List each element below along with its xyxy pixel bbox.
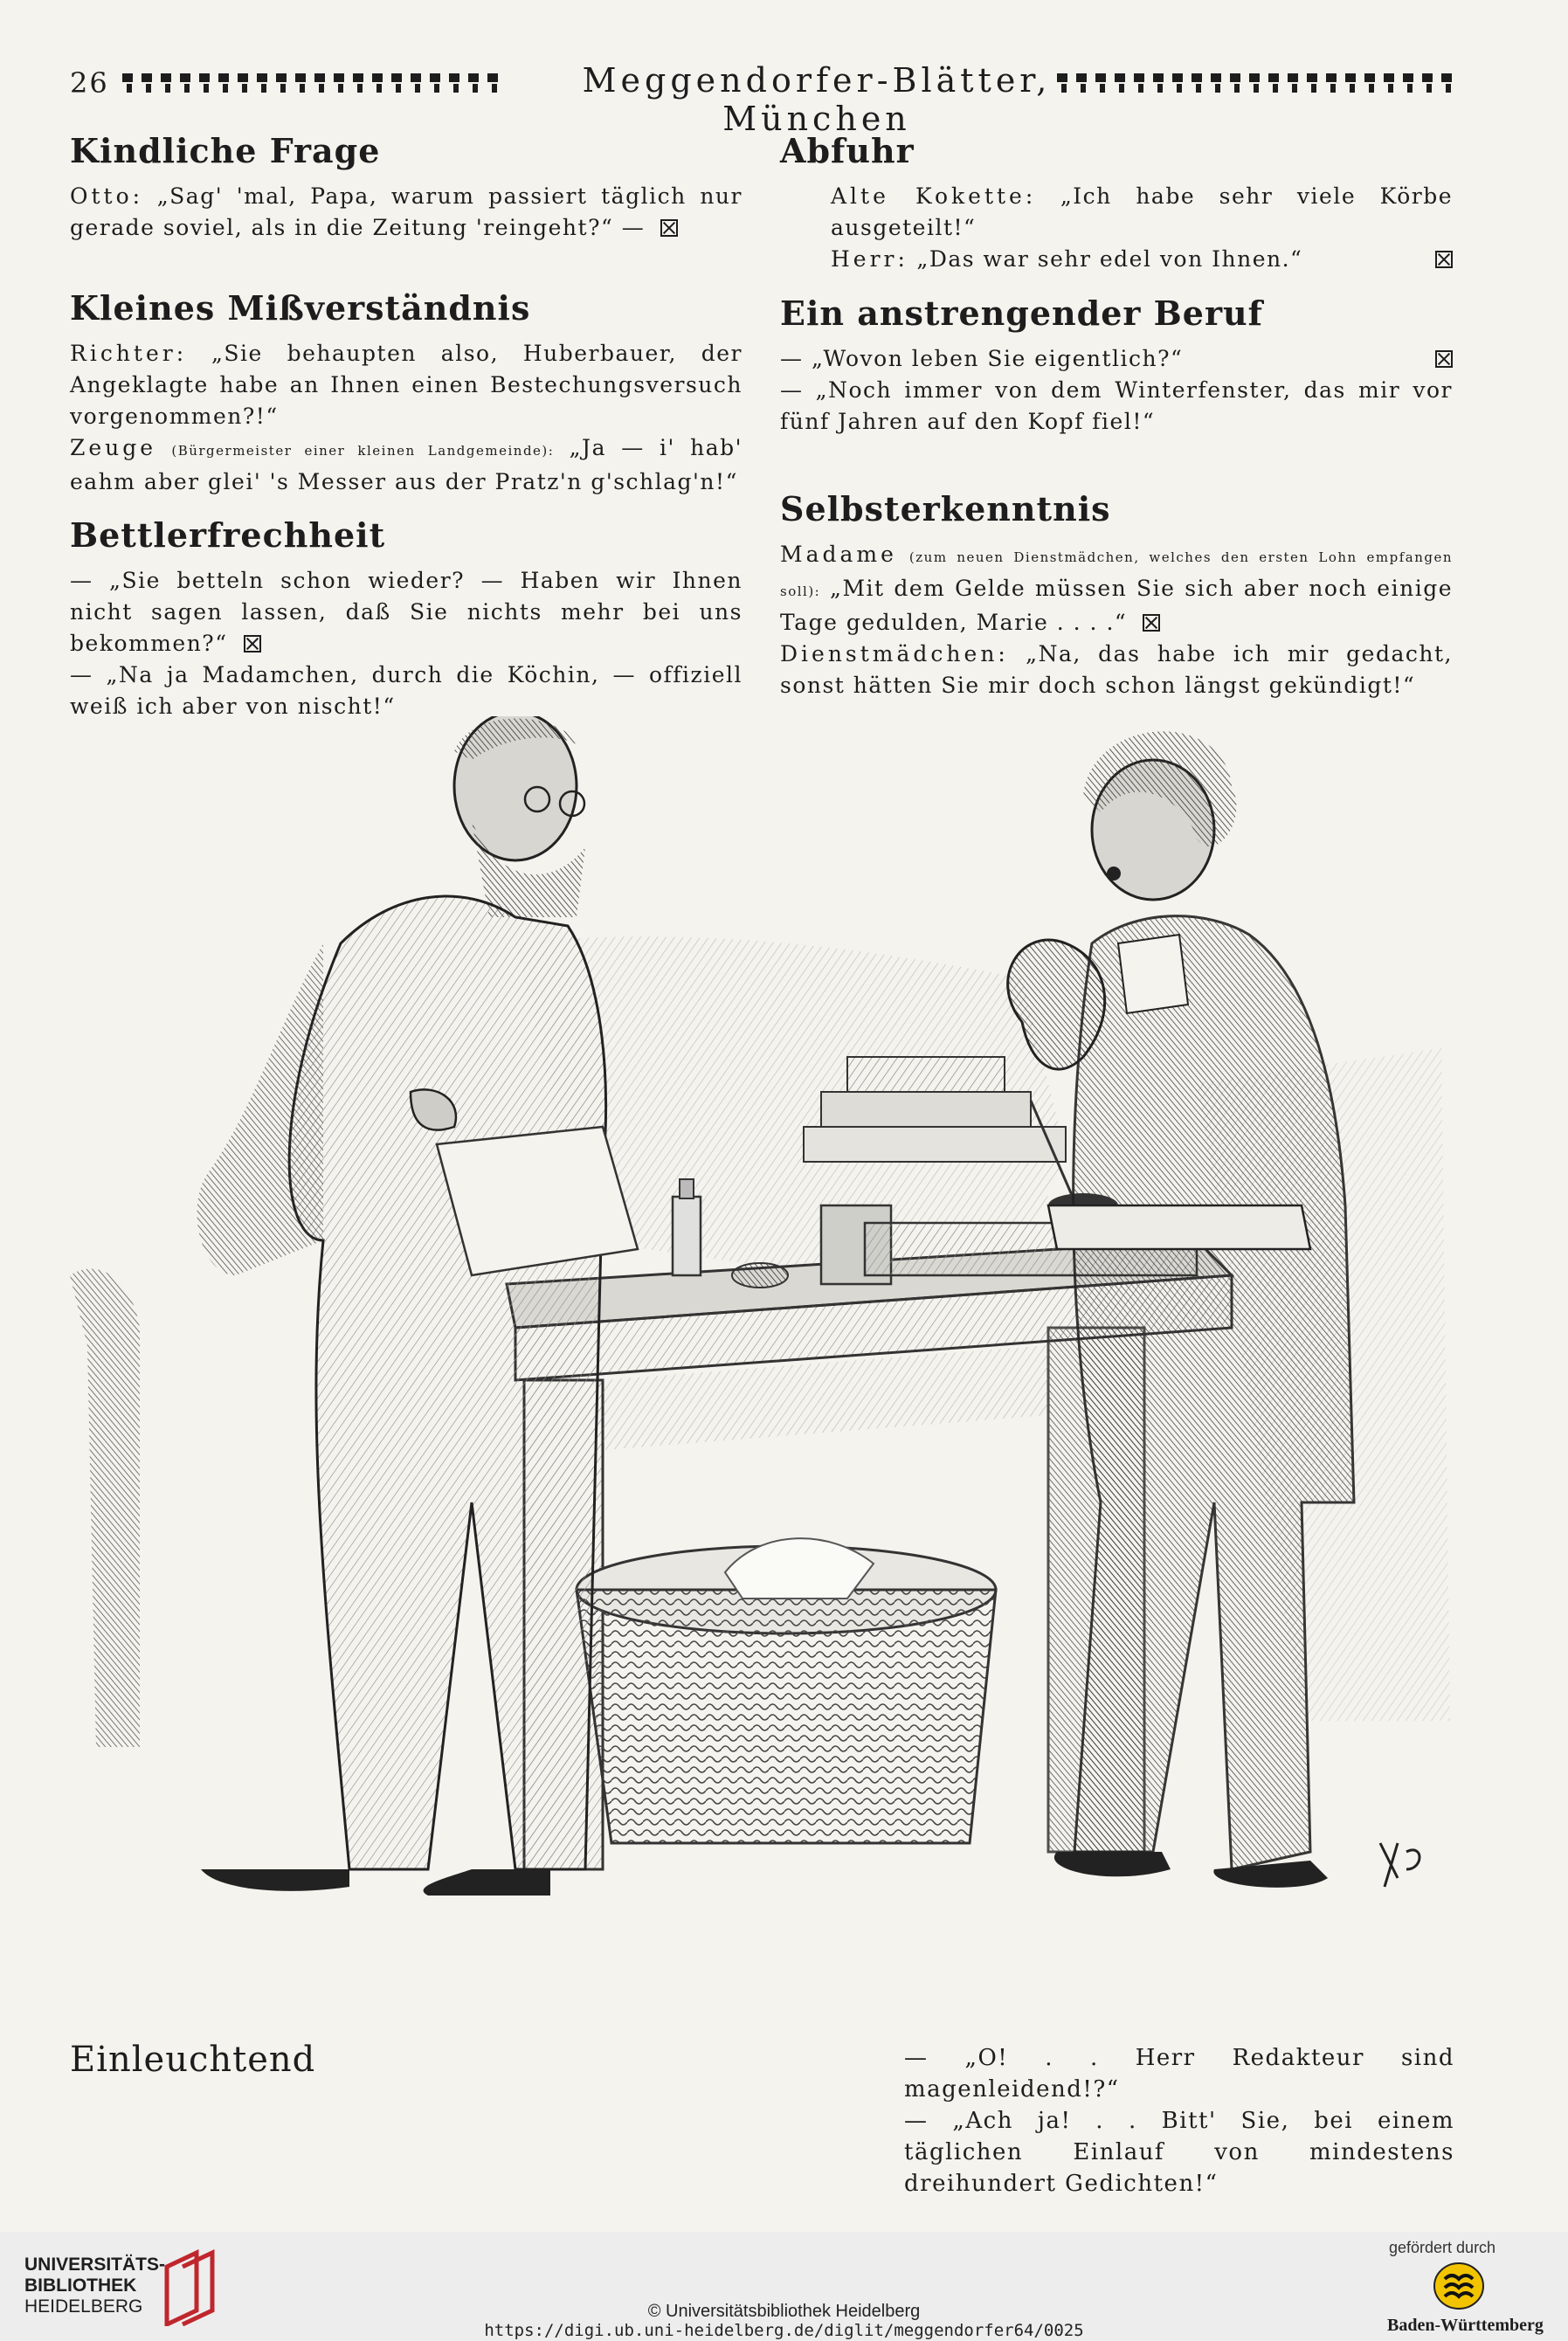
end-mark-icon (1435, 350, 1453, 368)
article-selbsterkenntnis (780, 489, 1453, 701)
speaker: Dienstmädchen: (780, 641, 1009, 666)
article-text (70, 659, 743, 722)
chair (70, 1269, 140, 1748)
speech: „Das war sehr edel von Ihnen.“ (908, 246, 1303, 272)
article-text (70, 565, 743, 659)
library-line: UNIVERSITÄTS- (24, 2255, 166, 2275)
article-text (780, 181, 1453, 244)
source-url[interactable]: https://digi.ub.uni-heidelberg.de/diglit/meggendorfer64/0025 (484, 2321, 1084, 2340)
page-number: 26 (70, 66, 109, 100)
speech: „Sag' 'mal, Papa, warum passiert täglich nur gerade soviel, als in die Zeitung 'reingeht?“ — (70, 183, 743, 240)
article-kleines-missverstaendnis (70, 288, 743, 498)
end-mark-icon (1143, 614, 1160, 632)
dialogue-line: — „Ach ja! . . Bitt' Sie, bei einem täglichen Einlauf von mindestens dreihundert Gedichten!“ (904, 2108, 1454, 2197)
speech: „Ich habe sehr viele Körbe ausgeteilt!“ (831, 183, 1453, 240)
ornament-right (1057, 73, 1459, 93)
artist-monogram (1380, 1843, 1419, 1887)
editor-figure (197, 716, 638, 1896)
speech: „Mit dem Gelde müssen Sie sich aber noch einige Tage gedulden, Marie . . . .“ (780, 576, 1453, 635)
article-title: Bettlerfrechheit (70, 515, 386, 555)
state-coat-of-arms-icon (1433, 2260, 1485, 2312)
copyright-notice: © Universitätsbibliothek Heidelberg (647, 2302, 921, 2321)
illustration-caption: Einleuchtend (70, 2040, 316, 2080)
ornament-left (122, 73, 507, 93)
speech: — „Noch immer von dem Winterfenster, das mir vor fünf Jahren auf den Kopf fiel!“ (780, 377, 1453, 434)
funded-by-label: gefördert durch (1389, 2239, 1496, 2256)
stage-note: (Bürgermeister einer kleinen Landgemeinde): (171, 443, 555, 459)
speaker: Madame (780, 542, 897, 567)
article-text (780, 244, 1453, 275)
article-text (780, 375, 1453, 438)
end-mark-icon (244, 635, 261, 653)
article-kindliche-frage (70, 131, 743, 244)
speaker: Herr: (831, 246, 908, 272)
article-text (780, 639, 1453, 701)
illustration-dialogue (904, 2042, 1454, 2199)
article-title: Abfuhr (780, 131, 915, 170)
editor-office-illustration (61, 716, 1459, 2027)
speech: — „Sie betteln schon wieder? — Haben wir Ihnen nicht sagen lassen, daß Sie nichts mehr bei uns bekommen?“ (70, 568, 743, 656)
speech: „Ja — i' hab' eahm aber glei' 's Messer aus der Pratz'n g'schlag'n!“ (70, 435, 743, 494)
speech: — „Wovon leben Sie eigentlich?“ (780, 346, 1184, 371)
article-text (780, 343, 1453, 375)
article-bettlerfrechheit (70, 515, 743, 722)
running-header (70, 61, 1459, 138)
article-text (780, 539, 1453, 639)
library-line: HEIDELBERG (24, 2296, 143, 2317)
article-text (70, 338, 743, 432)
running-title: Meggendorfer-Blätter, München (582, 61, 1052, 138)
stage-note: (zum neuen Dienstmädchen, welches den ersten Lohn empfangen soll): (780, 549, 1453, 599)
library-line: BIBLIOTHEK (24, 2275, 137, 2296)
speaker: Alte Kokette: (831, 183, 1037, 209)
article-abfuhr (780, 131, 1453, 275)
article-anstrengender-beruf (780, 293, 1453, 438)
article-title: Kindliche Frage (70, 131, 381, 170)
end-mark-icon (660, 219, 678, 237)
speech: — „Na ja Madamchen, durch die Köchin, — offiziell weiß ich aber von nischt!“ (70, 662, 743, 719)
speaker: Otto: (70, 183, 144, 209)
speech: „Na, das habe ich mir gedacht, sonst hätten Sie mir doch schon längst gekündigt!“ (780, 641, 1453, 698)
state-name: Baden-Württemberg (1387, 2316, 1544, 2335)
article-title: Ein anstrengender Beruf (780, 293, 1263, 333)
speaker: Richter: (70, 341, 188, 366)
article-title: Selbsterkenntnis (780, 489, 1111, 528)
article-title: Kleines Mißverständnis (70, 288, 531, 328)
digitization-footer (0, 2232, 1568, 2341)
waste-basket (577, 1538, 996, 1843)
speaker: Zeuge (70, 435, 157, 460)
article-text (70, 181, 743, 244)
speech: „Sie behaupten also, Huberbauer, der Angeklagte habe an Ihnen einen Bestechungsversuch vorgenommen?!“ (70, 341, 743, 429)
dialogue-line: — „O! . . Herr Redakteur sind magenleidend!?“ (904, 2045, 1454, 2103)
end-mark-icon (1435, 251, 1453, 268)
article-text (70, 432, 743, 498)
